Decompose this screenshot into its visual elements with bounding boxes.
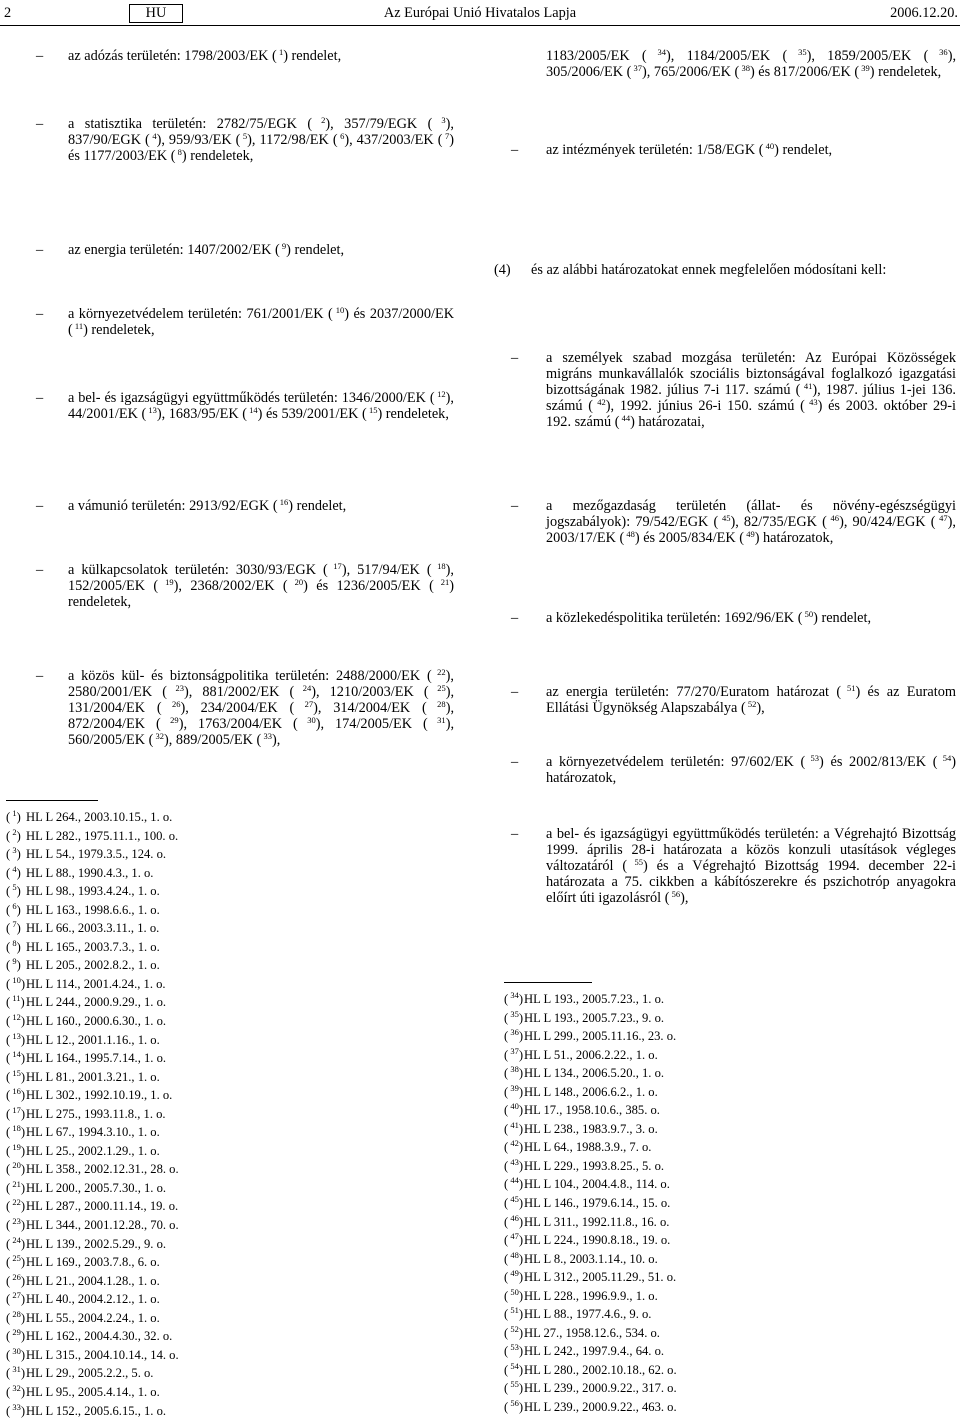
list-dash: – — [36, 498, 43, 514]
list-item — [36, 306, 454, 338]
footnote-number: ( $^{38}$) — [504, 1064, 524, 1083]
footnote — [6, 1160, 179, 1179]
footnote-rule — [6, 800, 98, 801]
footnote — [6, 956, 179, 975]
list-item-text: az intézmények területén: 1/58/EGK ( $^{40}$) rendelet, — [546, 142, 956, 158]
footnote-text: HL L 239., 2000.9.22., 463. o. — [524, 1400, 677, 1414]
footnote — [6, 1272, 179, 1291]
footnote-text: HL L 64., 1988.3.9., 7. o. — [524, 1140, 651, 1154]
footnote-number: ( $^{40}$) — [504, 1101, 524, 1120]
footnote-number: ( $^{18}$) — [6, 1123, 26, 1142]
footnote-text: HL L 169., 2003.7.8., 6. o. — [26, 1255, 160, 1269]
footnote-text: HL L 8., 2003.1.14., 10. o. — [524, 1252, 658, 1266]
footnote-text: HL L 165., 2003.7.3., 1. o. — [26, 940, 160, 954]
footnote — [6, 845, 179, 864]
list-dash: – — [36, 242, 43, 258]
footnote — [6, 1049, 179, 1068]
footnote — [6, 1123, 179, 1142]
list-item-text: a statisztika területén: 2782/75/EGK ( $^2$), 357/79/EGK ( $^3$), 837/90/EGK ( $^4$), 959/93/EK ( $^5$), 1172/98/EK ( $^6$), 437/2003/EK ( $^7$) és 1177/2003/EK ( $^8$) rendeletek, — [68, 116, 454, 164]
footnote — [6, 1179, 179, 1198]
footnote-text: HL L 88., 1990.4.3., 1. o. — [26, 866, 153, 880]
footnote — [6, 993, 179, 1012]
numbered-paragraph — [494, 262, 956, 278]
list-item-text: a külkapcsolatok területén: 3030/93/EGK ( $^{17}$), 517/94/EK ( $^{18}$), 152/2005/EK ( $^{19}$), 2368/2002/EK ( $^{20}$) és 1236/2005/EK ( $^{21}$) rendeletek, — [68, 562, 454, 610]
footnote — [6, 1383, 179, 1402]
footnote-text: HL L 358., 2002.12.31., 28. o. — [26, 1162, 179, 1176]
list-dash: – — [511, 610, 518, 626]
list-item — [36, 390, 454, 422]
footnote — [504, 1120, 677, 1139]
footnote-text: HL L 264., 2003.10.15., 1. o. — [26, 810, 172, 824]
footnote-number: ( $^{19}$) — [6, 1142, 26, 1161]
footnote-number: ( $^{13}$) — [6, 1031, 26, 1050]
footnote — [6, 808, 179, 827]
footnote-text: HL L 299., 2005.11.16., 23. o. — [524, 1029, 676, 1043]
list-item — [36, 116, 454, 164]
list-item — [511, 142, 956, 158]
footnote — [504, 1324, 677, 1343]
footnote-number: ( $^8$) — [6, 938, 26, 957]
list-item-text: a környezetvédelem területén: 97/602/EK ( $^{53}$) és 2002/813/EK ( $^{54}$) határozatok, — [546, 754, 956, 786]
footnote — [6, 1253, 179, 1272]
list-item — [511, 350, 956, 430]
footnote-number: ( $^{36}$) — [504, 1027, 524, 1046]
footnote-text: HL L 193., 2005.7.23., 1. o. — [524, 992, 664, 1006]
list-item — [511, 826, 956, 906]
footnote — [6, 1105, 179, 1124]
footnote-number: ( $^{56}$) — [504, 1398, 524, 1417]
footnote — [6, 882, 179, 901]
footnote-number: ( $^{29}$) — [6, 1327, 26, 1346]
footnote-text: HL L 160., 2000.6.30., 1. o. — [26, 1014, 166, 1028]
footnote-number: ( $^{46}$) — [504, 1213, 524, 1232]
footnote-number: ( $^{50}$) — [504, 1287, 524, 1306]
footnote-text: HL L 193., 2005.7.23., 9. o. — [524, 1011, 664, 1025]
footnote-number: ( $^{25}$) — [6, 1253, 26, 1272]
footnote — [6, 1068, 179, 1087]
footnote-text: HL L 67., 1994.3.10., 1. o. — [26, 1125, 160, 1139]
footnote-number: ( $^{16}$) — [6, 1086, 26, 1105]
paragraph-text: és az alábbi határozatokat ennek megfelelően módosítani kell: — [531, 262, 956, 278]
footnote — [504, 1231, 677, 1250]
footnote-number: ( $^{47}$) — [504, 1231, 524, 1250]
footnote-number: ( $^{30}$) — [6, 1346, 26, 1365]
footnote — [6, 975, 179, 994]
list-item-text: az energia területén: 77/270/Euratom határozat ( $^{51}$) és az Euratom Ellátási Ügynökség Alapszabálya ( $^{52}$), — [546, 684, 956, 716]
footnote-text: HL L 146., 1979.6.14., 15. o. — [524, 1196, 670, 1210]
footnote-text: HL L 311., 1992.11.8., 16. o. — [524, 1215, 669, 1229]
list-item-text: a vámunió területén: 2913/92/EGK ( $^{16}$) rendelet, — [68, 498, 454, 514]
footnote-text: HL 27., 1958.12.6., 534. o. — [524, 1326, 660, 1340]
list-item — [511, 498, 956, 546]
footnote-number: ( $^{55}$) — [504, 1379, 524, 1398]
footnote-text: HL L 162., 2004.4.30., 32. o. — [26, 1329, 172, 1343]
list-dash: – — [36, 48, 43, 64]
list-dash: – — [511, 350, 518, 366]
footnote-text: HL L 81., 2001.3.21., 1. o. — [26, 1070, 160, 1084]
footnote-text: HL L 302., 1992.10.19., 1. o. — [26, 1088, 172, 1102]
footnote-rule — [504, 982, 592, 983]
footnote — [504, 1379, 677, 1398]
footnote — [6, 1327, 179, 1346]
list-dash: – — [511, 142, 518, 158]
footnote-number: ( $^{26}$) — [6, 1272, 26, 1291]
footnote-text: HL L 88., 1977.4.6., 9. o. — [524, 1307, 651, 1321]
list-dash: – — [511, 826, 518, 842]
footnote-number: ( $^3$) — [6, 845, 26, 864]
footnote — [6, 1012, 179, 1031]
footnote-number: ( $^{24}$) — [6, 1235, 26, 1254]
footnote-number: ( $^6$) — [6, 901, 26, 920]
list-item — [36, 48, 454, 64]
footnote-number: ( $^{32}$) — [6, 1383, 26, 1402]
footnote — [6, 1309, 179, 1328]
list-item-text: a mezőgazdaság területén (állat- és növény-egészségügyi jogszabályok): 79/542/EGK ( $^{45}$), 82/735/EGK ( $^{46}$), 90/424/EGK ( $^{47}$), 2003/17/EK ( $^{48}$) és 2005/834/EK ( $^{49}$) határozatok, — [546, 498, 956, 546]
footnote-number: ( $^{37}$) — [504, 1046, 524, 1065]
footnote-number: ( $^{31}$) — [6, 1364, 26, 1383]
footnote — [504, 1194, 677, 1213]
language-badge: HU — [129, 4, 183, 23]
list-item-text: a személyek szabad mozgása területén: Az Európai Közösségek migráns munkavállalók szociális biztonságával foglalkozó igazgatási bizottságának 1982. július 7-i 117. számú ( $^{41}$), 1987. július 1-jei 136. számú ( $^{42}$), 1992. június 26-i 150. számú ( $^{43}$) és 2003. október 29-i 192. számú ( $^{44}$) határozatai, — [546, 350, 956, 430]
footnote — [6, 1086, 179, 1105]
footnote-text: HL L 25., 2002.1.29., 1. o. — [26, 1144, 160, 1158]
list-dash: – — [511, 684, 518, 700]
footnote-number: ( $^{20}$) — [6, 1160, 26, 1179]
footnote-text: HL L 282., 1975.11.1., 100. o. — [26, 829, 178, 843]
list-item — [36, 242, 454, 258]
footnote-number: ( $^{15}$) — [6, 1068, 26, 1087]
list-item — [511, 48, 956, 80]
footnote — [504, 1101, 677, 1120]
page-number: 2 — [4, 5, 11, 21]
footnote-text: HL L 205., 2002.8.2., 1. o. — [26, 958, 160, 972]
footnote-text: HL L 163., 1998.6.6., 1. o. — [26, 903, 160, 917]
footnote — [6, 1235, 179, 1254]
footnote-text: HL L 242., 1997.9.4., 64. o. — [524, 1344, 664, 1358]
footnote-number: ( $^{28}$) — [6, 1309, 26, 1328]
journal-title: Az Európai Unió Hivatalos Lapja — [0, 5, 960, 21]
footnote — [504, 1305, 677, 1324]
footnote-text: HL L 275., 1993.11.8., 1. o. — [26, 1107, 166, 1121]
footnote-text: HL L 21., 2004.1.28., 1. o. — [26, 1274, 160, 1288]
list-item-text: a bel- és igazságügyi együttműködés területén: 1346/2000/EK ( $^{12}$), 44/2001/EK ( $^{13}$), 1683/95/EK ( $^{14}$) és 539/2001/EK ( $^{15}$) rendeletek, — [68, 390, 454, 422]
list-dash: – — [36, 668, 43, 684]
footnote-text: HL L 98., 1993.4.24., 1. o. — [26, 884, 160, 898]
list-item-text: az adózás területén: 1798/2003/EK ( $^1$) rendelet, — [68, 48, 454, 64]
footnote-number: ( $^{44}$) — [504, 1175, 524, 1194]
footnote-number: ( $^{35}$) — [504, 1009, 524, 1028]
footnote-text: HL L 29., 2005.2.2., 5. o. — [26, 1366, 153, 1380]
footnote-number: ( $^{54}$) — [504, 1361, 524, 1380]
footnote-number: ( $^7$) — [6, 919, 26, 938]
footnote-text: HL L 228., 1996.9.9., 1. o. — [524, 1289, 658, 1303]
list-dash: – — [36, 562, 43, 578]
footnote-text: HL L 148., 2006.6.2., 1. o. — [524, 1085, 658, 1099]
list-item — [511, 754, 956, 786]
footnote-number: ( $^{11}$) — [6, 993, 26, 1012]
footnote-text: HL L 238., 1983.9.7., 3. o. — [524, 1122, 658, 1136]
list-dash: – — [511, 754, 518, 770]
list-item-text: 1183/2005/EK ( $^{34}$), 1184/2005/EK ( $^{35}$), 1859/2005/EK ( $^{36}$), 305/2006/EK ( $^{37}$), 765/2006/EK ( $^{38}$) és 817/2006/EK ( $^{39}$) rendeletek, — [546, 48, 956, 80]
list-item — [36, 498, 454, 514]
footnote — [504, 1064, 677, 1083]
list-item — [36, 668, 454, 748]
list-item-text: a közös kül- és biztonságpolitika területén: 2488/2000/EK ( $^{22}$), 2580/2001/EK ( $^{23}$), 881/2002/EK ( $^{24}$), 1210/2003/EK ( $^{25}$), 131/2004/EK ( $^{26}$), 234/2004/EK ( $^{27}$), 314/2004/EK ( $^{28}$), 872/2004/EK ( $^{29}$), 1763/2004/EK ( $^{30}$), 174/2005/EK ( $^{31}$), 560/2005/EK ( $^{32}$), 889/2005/EK ( $^{33}$), — [68, 668, 454, 748]
footnote-number: ( $^{34}$) — [504, 990, 524, 1009]
footnote-text: HL L 164., 1995.7.14., 1. o. — [26, 1051, 166, 1065]
footnote — [504, 1268, 677, 1287]
footnote — [504, 1083, 677, 1102]
footnote-text: HL L 152., 2005.6.15., 1. o. — [26, 1404, 166, 1418]
footnote-text: HL L 95., 2005.4.14., 1. o. — [26, 1385, 160, 1399]
footnote-number: ( $^{41}$) — [504, 1120, 524, 1139]
footnote-number: ( $^{12}$) — [6, 1012, 26, 1031]
footnote-text: HL L 114., 2001.4.24., 1. o. — [26, 977, 166, 991]
footnote-text: HL L 66., 2003.3.11., 1. o. — [26, 921, 159, 935]
footnote-number: ( $^{43}$) — [504, 1157, 524, 1176]
footnote-text: HL L 200., 2005.7.30., 1. o. — [26, 1181, 166, 1195]
list-dash: – — [36, 306, 43, 322]
list-item-text: az energia területén: 1407/2002/EK ( $^9$) rendelet, — [68, 242, 454, 258]
footnote — [6, 919, 179, 938]
footnote — [504, 1046, 677, 1065]
list-item — [36, 562, 454, 610]
footnote-text: HL L 40., 2004.2.12., 1. o. — [26, 1292, 160, 1306]
footnote — [504, 1009, 677, 1028]
footnote — [504, 1027, 677, 1046]
footnote-text: HL L 312., 2005.11.29., 51. o. — [524, 1270, 676, 1284]
footnote — [6, 864, 179, 883]
list-item — [511, 684, 956, 716]
footnote — [6, 1346, 179, 1365]
publication-date: 2006.12.20. — [890, 5, 958, 21]
list-item-text: a bel- és igazságügyi együttműködés területén: a Végrehajtó Bizottság 1999. április 28-i határozata a közös konzuli utasítások végleges változatáról ( $^{55}$) és a Végrehajtó Bizottság 1994. december 22-i határozata a 75. cikkben a kábítószerekre és pszichotróp anyagokra előírt úti igazolásról ( $^{56}$), — [546, 826, 956, 906]
footnote-number: ( $^{39}$) — [504, 1083, 524, 1102]
footnote-number: ( $^{23}$) — [6, 1216, 26, 1235]
footnote — [6, 827, 179, 846]
list-dash: – — [511, 498, 518, 514]
list-dash: – — [36, 116, 43, 132]
footnote-text: HL 17., 1958.10.6., 385. o. — [524, 1103, 660, 1117]
footnote-number: ( $^{42}$) — [504, 1138, 524, 1157]
footnote — [504, 1342, 677, 1361]
footnote-number: ( $^{10}$) — [6, 975, 26, 994]
footnote — [504, 1361, 677, 1380]
footnote-number: ( $^{27}$) — [6, 1290, 26, 1309]
footnote-number: ( $^{48}$) — [504, 1250, 524, 1269]
footnote-text: HL L 134., 2006.5.20., 1. o. — [524, 1066, 664, 1080]
footnote-number: ( $^{45}$) — [504, 1194, 524, 1213]
footnote-text: HL L 12., 2001.1.16., 1. o. — [26, 1033, 160, 1047]
list-item-text: a környezetvédelem területén: 761/2001/EK ( $^{10}$) és 2037/2000/EK ( $^{11}$) rendeletek, — [68, 306, 454, 338]
footnote-number: ( $^9$) — [6, 956, 26, 975]
footnote-text: HL L 55., 2004.2.24., 1. o. — [26, 1311, 160, 1325]
footnote-text: HL L 287., 2000.11.14., 19. o. — [26, 1199, 178, 1213]
footnote — [6, 1031, 179, 1050]
footnote-text: HL L 104., 2004.4.8., 114. o. — [524, 1177, 670, 1191]
footnote — [504, 1287, 677, 1306]
list-item-text: a közlekedéspolitika területén: 1692/96/EK ( $^{50}$) rendelet, — [546, 610, 956, 626]
footnote-text: HL L 54., 1979.3.5., 124. o. — [26, 847, 166, 861]
footnote — [504, 1157, 677, 1176]
footnote-number: ( $^5$) — [6, 882, 26, 901]
footnote-number: ( $^4$) — [6, 864, 26, 883]
footnote-text: HL L 239., 2000.9.22., 317. o. — [524, 1381, 677, 1395]
footnote — [6, 1197, 179, 1216]
footnote-number: ( $^1$) — [6, 808, 26, 827]
footnote — [6, 1290, 179, 1309]
footnote — [504, 1175, 677, 1194]
paragraph-number: (4) — [494, 262, 511, 278]
footnotes-right — [504, 990, 677, 1417]
footnote-number: ( $^{52}$) — [504, 1324, 524, 1343]
footnote — [6, 1402, 179, 1420]
footnote-text: HL L 315., 2004.10.14., 14. o. — [26, 1348, 179, 1362]
footnote-text: HL L 51., 2006.2.22., 1. o. — [524, 1048, 658, 1062]
footnote-number: ( $^{33}$) — [6, 1402, 26, 1420]
footnote — [504, 990, 677, 1009]
footnote-number: ( $^{49}$) — [504, 1268, 524, 1287]
footnote-number: ( $^{17}$) — [6, 1105, 26, 1124]
footnote — [504, 1398, 677, 1417]
footnote-text: HL L 244., 2000.9.29., 1. o. — [26, 995, 166, 1009]
footnote-text: HL L 224., 1990.8.18., 19. o. — [524, 1233, 670, 1247]
footnote-number: ( $^{53}$) — [504, 1342, 524, 1361]
footnote-text: HL L 139., 2002.5.29., 9. o. — [26, 1237, 166, 1251]
footnote — [6, 1142, 179, 1161]
footnote — [6, 1216, 179, 1235]
footnote — [6, 901, 179, 920]
list-item — [511, 610, 956, 626]
footnote-number: ( $^{21}$) — [6, 1179, 26, 1198]
footnote — [504, 1250, 677, 1269]
footnote-number: ( $^{51}$) — [504, 1305, 524, 1324]
footnote — [504, 1138, 677, 1157]
footnote — [6, 1364, 179, 1383]
footnote-number: ( $^{14}$) — [6, 1049, 26, 1068]
footnote-text: HL L 344., 2001.12.28., 70. o. — [26, 1218, 179, 1232]
footnote-number: ( $^2$) — [6, 827, 26, 846]
footnote-number: ( $^{22}$) — [6, 1197, 26, 1216]
footnote-text: HL L 280., 2002.10.18., 62. o. — [524, 1363, 677, 1377]
footnote-text: HL L 229., 1993.8.25., 5. o. — [524, 1159, 664, 1173]
list-dash: – — [36, 390, 43, 406]
footnote — [504, 1213, 677, 1232]
footnotes-left — [6, 808, 179, 1420]
footnote — [6, 938, 179, 957]
